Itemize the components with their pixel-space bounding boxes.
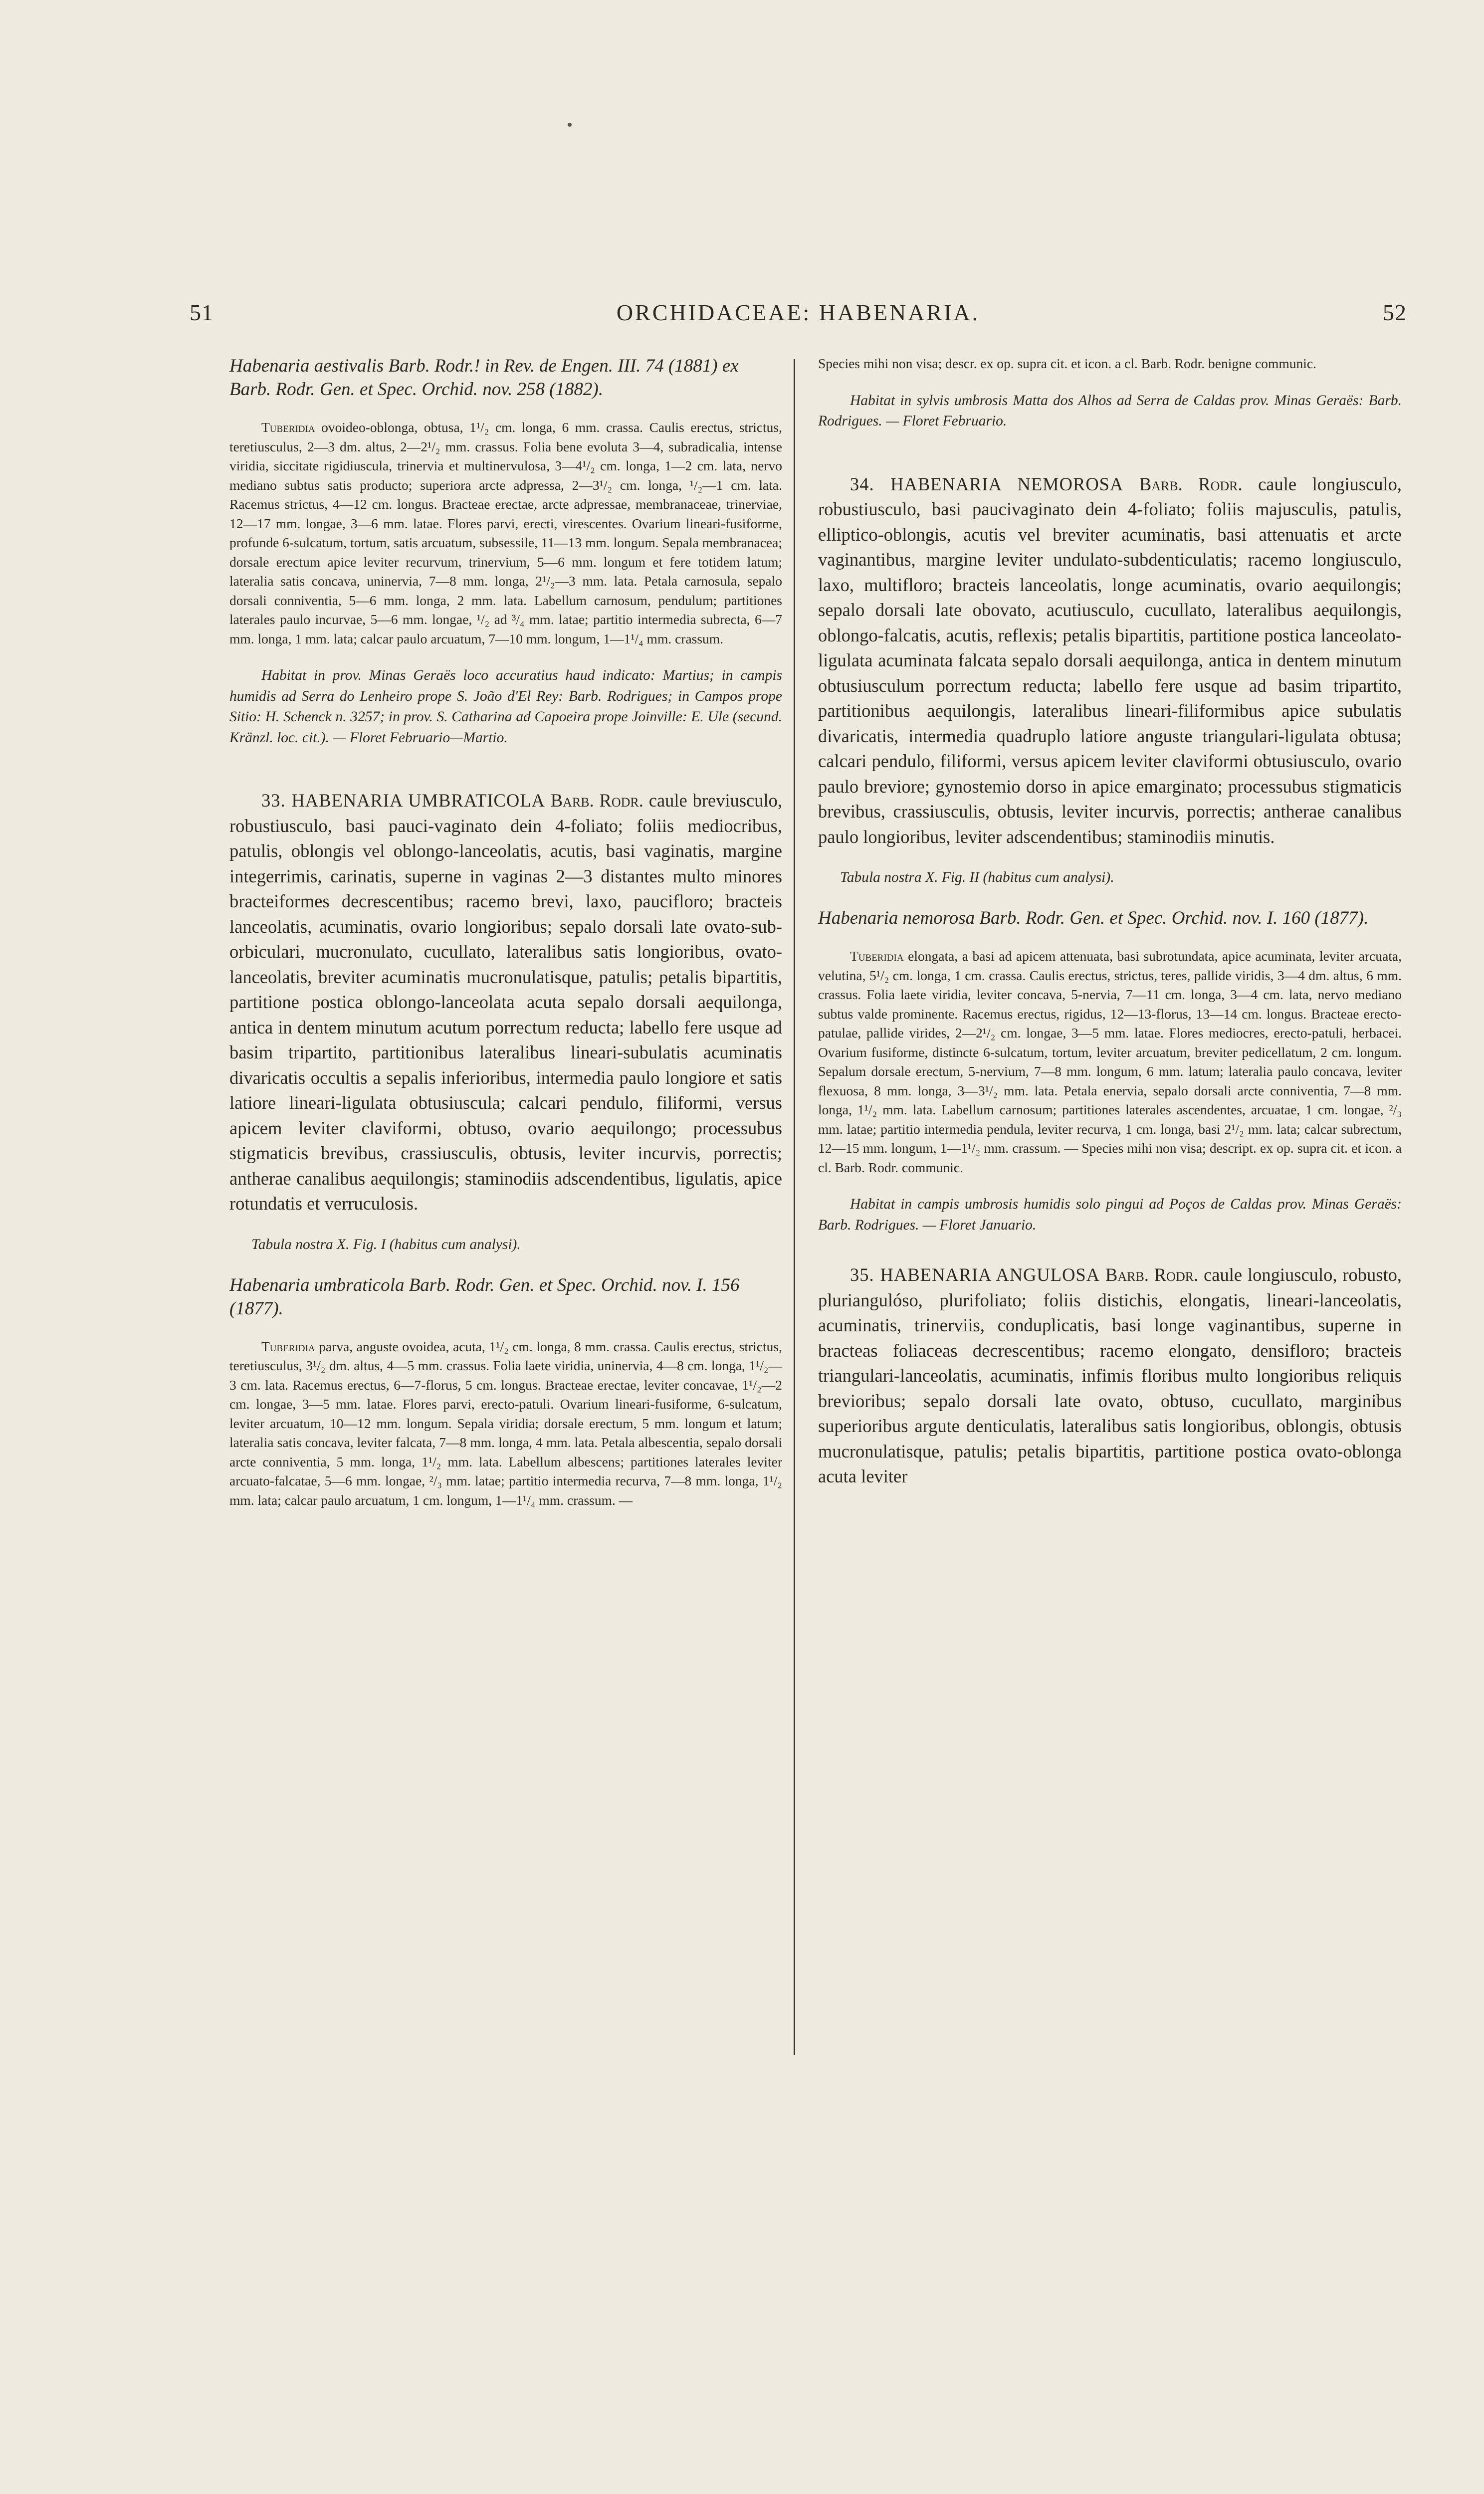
description-aestivalis [229,418,782,648]
desc-text: ovoideo-oblonga, obtusa, 1¹/₂ cm. longa, 6 mm. crassa. Caulis erectus, strictus, teretiusculus, 2—3 dm. altus, 2—2¹/₂ mm. crassus. Folia bene evoluta 3—4, subradicalia, intense viridia, siccitate rigidiuscula, trinervia et multinervulosa, 3—4¹/₂ cm. longa, 1—2 cm. lata, nervo mediano subtus satis producto; superiora arcte adpressa, 2—3¹/₂ cm. longa, ¹/₂—1 cm. lata. Racemus strictus, 4—12 cm. longus. Bracteae erectae, arcte adpressae, membranaceae, trinerviae, 12—17 mm. longae, 3—6 mm. latae. Flores parvi, erecti, virescentes. Ovarium lineari-fusiforme, profunde 6-sulcatum, tortum, satis arcuatum, subsessile, 11—13 mm. longum. Sepala membranacea; dorsale erectum apice leviter recurvum, trinervium, 5—6 mm. longum et fere totidem latum; lateralia satis concava, uninervia, 7—8 mm. longa, 2¹/₂—3 mm. lata. Petala carnosula, sepalo dorsali conniventia, 5—6 mm. longa, 2 mm. lata. Labellum carnosum, pendulum; partitiones laterales paulo incurvae, 5—6 mm. longae, ¹/₂ ad ³/₄ mm. latae; partitio intermedia subrecta, 6—7 mm. longa, 1 mm. lata; calcar paulo arcuatum, 7—10 mm. longum, 1—1¹/₄ mm. crassum. [229,419,783,646]
habitat-nemorosa: Habitat in campis umbrosis humidis solo pingui ad Poços de Caldas prov. Minas Geraës: Barb. Rodrigues. — Floret Januario. [818,1196,1402,1233]
species-34-text: caule longiusculo, robustiusculo, basi paucivaginato dein 4-foliato; foliis majusculis, patulis, elliptico-oblongis, acutis vel breviter acuminatis, basi attenuatis et arcte vaginantibus, margine leviter undulato-subdenticulatis; racemo longiusculo, laxo, multifloro; bracteis lanceolatis, longe acuminatis, ovario aequilongis; sepalo dorsali late obovato, acutiusculo, cucullato, lateralibus aequilongis, oblongo-falcatis, acutis, reflexis; petalis bipartitis, partitione postica lanceolato-ligulata acuminata falcata sepalo dorsali aequilonga, antica in dentem minutum obtusiusculum porrectum reducta; labello fere usque ad basim tripartito, partitionibus aequilongis, lateralibus lineari-filiformibus apice subulatis divaricatis, intermedia quadruplo latiore anguste triangulari-ligulata obtusa; calcari pendulo, filiformi, versus apicem leviter claviformi obtusiusculo, ovario paulo breviore; gynostemio dorso in apice emarginato; processubus stigmaticis brevibus, crassiusculis, obtusis, leviter incurvis, porrectis; antherae canalibus paulo longioribus, leviter adscendentibus; staminodiis minutis. [818,473,1402,847]
desc-label: Tuberidia [850,948,904,964]
desc-label: Tuberidia [261,1338,315,1354]
description-umbraticola [229,1337,782,1510]
tabula-33: Tabula nostra X. Fig. I (habitus cum analysi). [251,1236,521,1252]
species-34-heading: 34. HABENARIA NEMOROSA [850,473,1124,494]
citation-nemorosa: Habenaria nemorosa Barb. Rodr. Gen. et Spec. Orchid. nov. I. 160 (1877). [818,908,1369,928]
habitat-aestivalis: Habitat in prov. Minas Geraës loco accuratius haud indicato: Martius; in campis humidis ad Serra do Lenheiro prope S. João d'El Rey: Barb. Rodrigues; in Campos prope Sitio: H. Schenck n. 3257; in prov. S. Catharina ad Capoeira prope Joinville: E. Ule (secund. Kränzl. loc. cit.). — Floret Februario—Martio. [229,667,782,746]
column-divider [794,359,795,2055]
left-column [229,354,782,1527]
species-35-author: Barb. Rodr. [1105,1264,1199,1285]
species-33-text: caule breviusculo, robustiusculo, basi pauci-vaginato dein 4-foliato; foliis mediocribus, patulis, oblongis vel oblongo-lanceolatis, acutis, basi vaginatis, margine integerrimis, carinatis, superne in vaginas 2—3 distantes multo minores bracteiformes decrescentibus; racemo brevi, laxo, paucifloro; bracteis lanceolatis, acuminatis, ovario longioribus; sepalo dorsali late ovato-sub-orbiculari, mucronulato, cucullato, lateralibus satis longioribus, ovato-lanceolatis, breviter acuminatis mucronulatisque, patulis; petalis bipartitis, partitione postica oblongo-lanceolata acuta sepalo dorsali aequilonga, antica in dentem minutum acutum porrectum reducta; labello fere usque ad basim tripartito, partitionibus lateralibus lineari-subulatis acuminatis divaricatis occultis a sepalis inferioribus, intermedia paulo longiore et satis latiore lineari-ligulata obtusiuscula; calcari pendulo, filiformi, versus apicem leviter claviformi, obtuso, ovario aequilongo; processubus stigmaticis brevibus, crassiusculis, obtusis, leviter incurvis, porrectis; antherae canalibus aequilongis; staminodiis adscendentibus, ligulatis, apice rotundatis et verruculosis. [229,790,783,1214]
species-35-heading: 35. HABENARIA ANGULOSA [850,1264,1100,1285]
species-33-author: Barb. Rodr. [550,790,643,811]
speck [568,123,572,127]
species-35-text: caule longiusculo, robusto, pluriangulóso, plurifoliato; foliis distichis, elongatis, lineari-lanceolatis, acuminatis, trinerviis, conduplicatis, basi longe vaginantibus, superne in bracteas foliaceas decrescentibus; racemo elongato, densifloro; bracteis triangulari-lanceolatis, acuminatis, infimis floribus multo longioribus reliquis brevioribus; sepalo dorsali late ovato, obtuso, cucullato, marginibus superioribus argute denticulatis, lateralibus satis longioribus, oblongis, obtusis mucronulatisque, patulis; petalis bipartitis, partitione postica ovato-oblonga acuta leviter [818,1264,1402,1486]
running-title: ORCHIDACEAE: HABENARIA. [616,300,980,325]
species-34-author: Barb. Rodr. [1139,473,1243,494]
tabula-34: Tabula nostra X. Fig. II (habitus cum analysi). [840,869,1114,885]
species-35-diagnosis [818,1262,1402,1489]
page-number-right: 52 [1383,300,1407,325]
desc-text: elongata, a basi ad apicem attenuata, basi subrotundata, apice acuminata, leviter arcuata, velutina, 5¹/₂ cm. longa, 1 cm. crassa. Caulis erectus, strictus, teres, pallide viridis, 3—4 dm. altus, 6 mm. crassus. Folia laete viridia, leviter concava, 5-nervia, 7—11 cm. longa, 3—4 cm. lata, nervo mediano subtus valde prominente. Racemus erectus, rigidus, 12—13-florus, 13—14 cm. longus. Bracteae erecto-patulae, pallide virides, 2—2¹/₂ cm. longae, 3—5 mm. latae. Flores mediocres, erecto-patuli, herbacei. Ovarium fusiforme, distincte 6-sulcatum, tortum, leviter arcuatum, breviter pedicellatum, 2 cm. longum. Sepalum dorsale erectum, 5-nervium, 7—8 mm. longum, 6 mm. latum; lateralia paulo concava, leviter flexuosa, 8 mm. longa, 3—3¹/₂ mm. lata. Petala enervia, sepalo dorsali arcte conniventia, 7—8 mm. longa, 1¹/₂ mm. lata. Labellum carnosum; partitiones laterales ascendentes, arcuatae, 1 cm. longae, ²/₃ mm. latae; partitio intermedia pendula, leviter recurva, 1 cm. longa, basi 2¹/₂ mm. lata; calcar subrectum, 12—15 mm. longum, 1—1¹/₂ mm. crassum. — Species mihi non visa; descript. ex op. supra cit. et icon. a cl. Barb. Rodr. communic. [818,948,1402,1175]
continuation-text: Species mihi non visa; descr. ex op. supra cit. et icon. a cl. Barb. Rodr. benigne communic. [818,356,1316,371]
desc-label: Tuberidia [261,419,315,435]
citation-umbraticola: Habenaria umbraticola Barb. Rodr. Gen. et Spec. Orchid. nov. I. 156 (1877). [229,1274,740,1319]
species-34-diagnosis [818,472,1402,850]
species-33-diagnosis [229,788,782,1217]
desc-text: parva, anguste ovoidea, acuta, 1¹/₂ cm. longa, 8 mm. crassa. Caulis erectus, strictus, teretiusculus, 3¹/₂ dm. altus, 4—5 mm. crassus. Folia laete viridia, uninervia, 4—8 cm. longa, 1¹/₂—3 cm. lata. Racemus erectus, 6—7-florus, 5 cm. longus. Bracteae erectae, leviter concavae, 1¹/₂—2 cm. longae, 3—5 mm. latae. Flores parvi, erecto-patuli. Ovarium lineari-fusiforme, 6-sulcatum, leviter arcuatum, 10—12 mm. longum. Sepala viridia; dorsale erectum, 5 mm. longum et latum; lateralia satis concava, leviter falcata, 7—8 mm. longa, 4 mm. lata. Petala albescentia, sepalo dorsali arcte conniventia, 5 mm. longa, 1¹/₂ mm. lata. Labellum albescens; partitiones laterales leviter arcuato-falcatae, 5—6 mm. longae, ²/₃ mm. latae; partitio intermedia recurva, 7—8 mm. longa, 1¹/₂ mm. lata; calcar paulo arcuatum, 1 cm. longum, 1—1¹/₄ mm. crassum. — [229,1338,782,1508]
running-header [190,299,1407,334]
page-number-left: 51 [190,300,213,325]
description-nemorosa [818,947,1402,1177]
habitat-umbraticola: Habitat in sylvis umbrosis Matta dos Alhos ad Serra de Caldas prov. Minas Geraës: Barb. Rodrigues. — Floret Februario. [818,392,1402,429]
right-column [818,354,1402,1507]
citation-aestivalis: Habenaria aestivalis Barb. Rodr.! in Rev. de Engen. III. 74 (1881) ex Barb. Rodr. Gen. et Spec. Orchid. nov. 258 (1882). [229,356,739,400]
species-33-heading: 33. HABENARIA UMBRATICOLA [261,790,545,811]
